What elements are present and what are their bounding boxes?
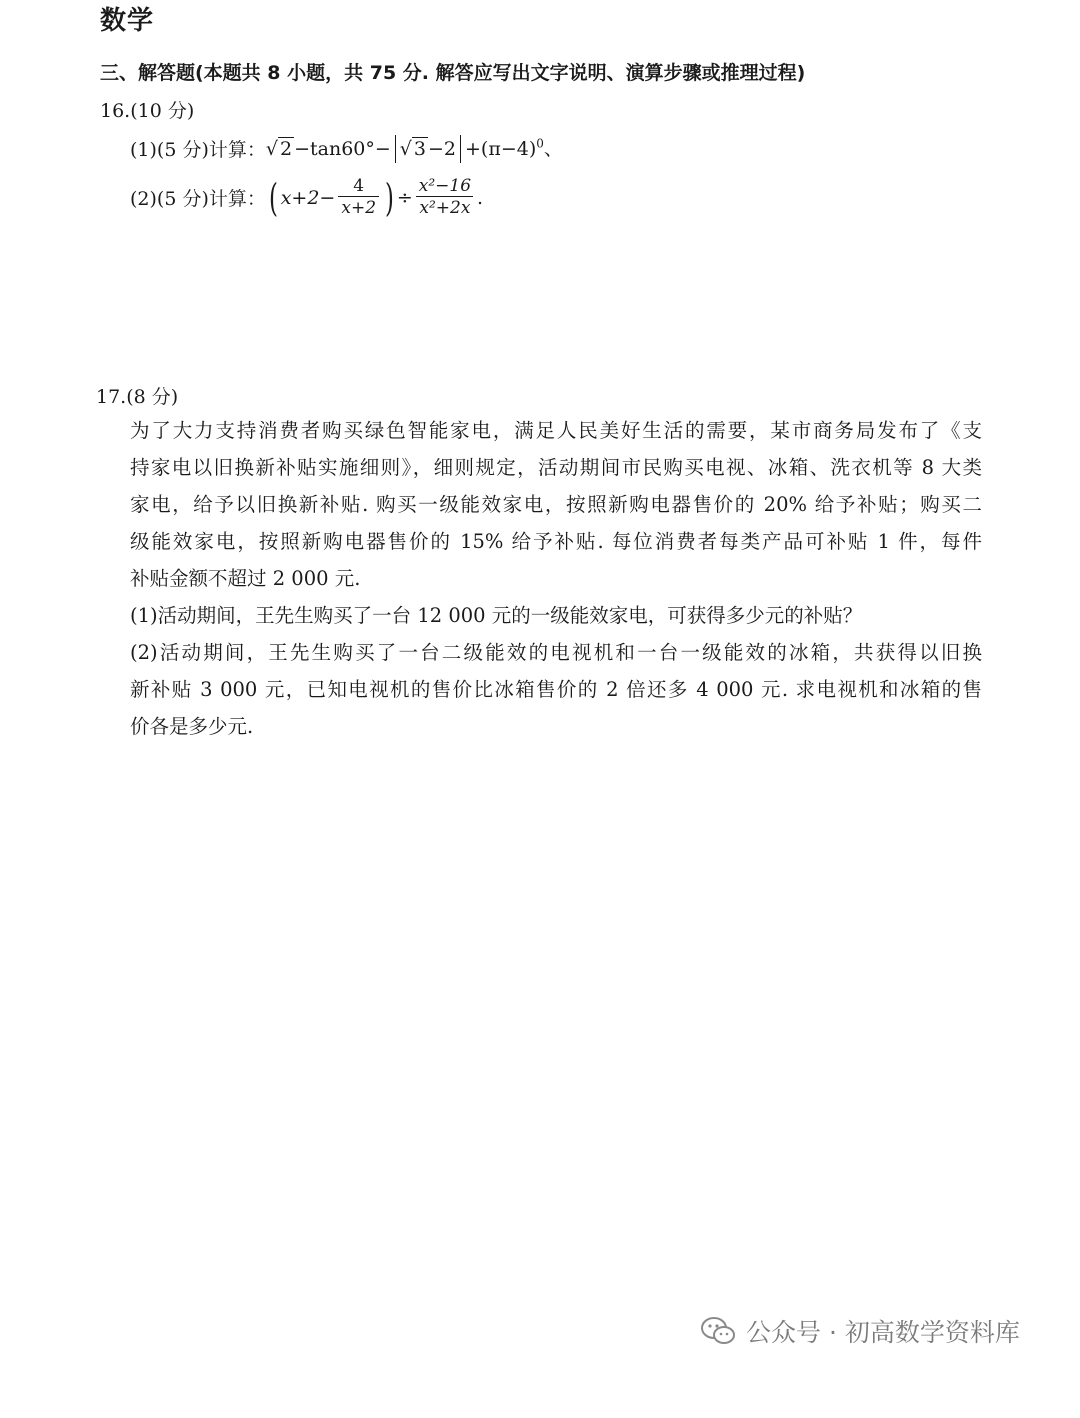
q17-line: 为了大力支持消费者购买绿色智能家电，满足人民美好生活的需要，某市商务局发布了《支 <box>130 419 982 442</box>
exponent: 0 <box>536 136 544 151</box>
abs-rest: −2 <box>428 138 457 160</box>
q17-line: 新补贴 3 000 元，已知电视机的售价比冰箱售价的 2 倍还多 4 000 元. 求电视机和冰箱的售 <box>130 678 982 701</box>
watermark-text: 公众号 · 初高数学资料库 <box>746 1318 1020 1347</box>
section-heading: 三、解答题(本题共 8 小题，共 75 分. 解答应写出文字说明、演算步骤或推理过程) <box>100 62 806 84</box>
fraction-1-denominator: x+2 <box>338 196 379 219</box>
fraction-1-numerator: 4 <box>353 176 365 196</box>
end-mark: 、 <box>543 138 563 160</box>
q17-line: 级能效家电，按照新购电器售价的 15% 给予补贴. 每位消费者每类产品可补贴 1 件，每件 <box>130 530 982 553</box>
q16-p1-expression <box>266 134 563 163</box>
q17-subquestion-2: (2)活动期间，王先生购买了一台二级能效的电视机和一台一级能效的冰箱，共获得以旧换 <box>130 641 982 664</box>
end-mark: . <box>477 186 484 209</box>
fraction-2-denominator: x²+2x <box>416 196 473 219</box>
fraction-2-numerator: x²−16 <box>418 176 472 196</box>
divide-sign: ÷ <box>396 186 413 209</box>
sqrt-radicand: 2 <box>279 138 293 160</box>
q16-p2-expression: ( x+2− $\frac{4}{x+2}$ ) ÷ $\frac{\text{x²−16}}{\text{x²+2x}}$ . <box>268 175 484 220</box>
abs-sqrt-radicand: 3 <box>413 138 426 160</box>
q16-p1-label: (1)(5 分)计算： <box>130 139 266 161</box>
fraction-2 <box>416 176 474 219</box>
q16-p2-label: (2)(5 分)计算： <box>130 188 266 210</box>
q17-subquestion-1: (1)活动期间，王先生购买了一台 12 000 元的一级能效家电，可获得多少元的补贴？ <box>130 604 863 627</box>
tail-term: +(π−4) <box>465 138 537 160</box>
subject-title: 数学 <box>100 6 155 36</box>
question-16-part-1 <box>130 134 563 163</box>
minus-tan60: −tan60°− <box>294 138 391 160</box>
q17-line: 补贴金额不超过 2 000 元. <box>130 567 361 590</box>
wechat-icon <box>700 1316 736 1346</box>
inner-left: x+2− <box>280 186 336 209</box>
sqrt-2: √ 2 <box>265 138 293 160</box>
q17-line: 价各是多少元. <box>130 715 254 738</box>
absolute-value: √ 3 −2 <box>395 135 461 163</box>
question-16-number: 16.(10 分) <box>100 100 195 122</box>
question-16-part-2 <box>130 176 483 219</box>
fraction-1 <box>338 176 379 219</box>
q17-line: 家电，给予以旧换新补贴. 购买一级能效家电，按照新购电器售价的 20% 给予补贴；购买二 <box>130 493 982 516</box>
question-17-number: 17.(8 分) <box>96 386 179 408</box>
question-17-body <box>130 412 982 745</box>
q17-line: 持家电以旧换新补贴实施细则》，细则规定，活动期间市民购买电视、冰箱、洗衣机等 8 大类 <box>130 456 982 479</box>
watermark <box>700 1313 1020 1349</box>
